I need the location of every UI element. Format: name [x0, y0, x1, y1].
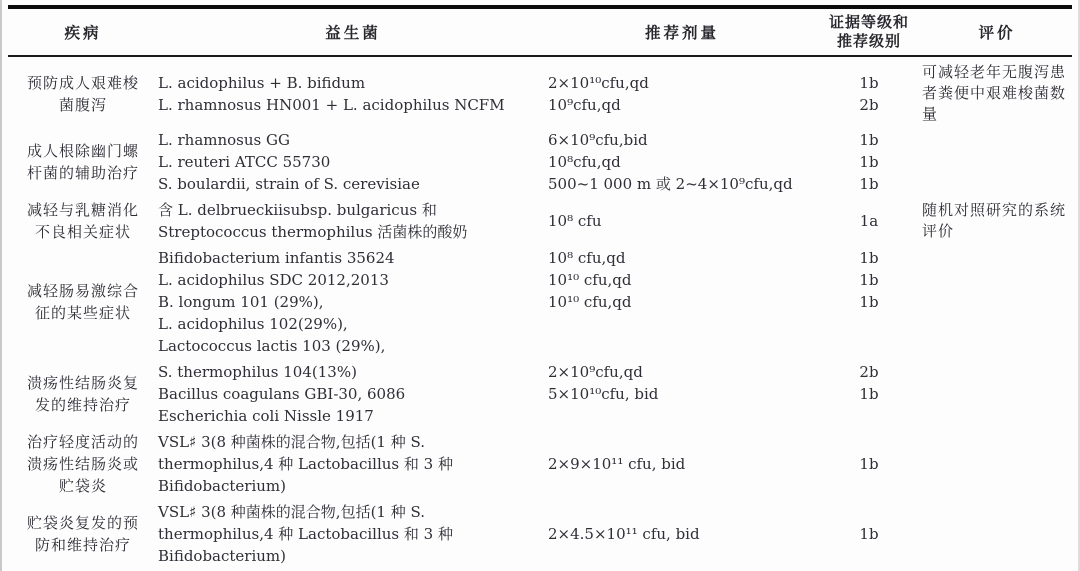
disease-group [8, 60, 1072, 127]
probiotic-cell: Bacillus coagulans GBI-30, 6086 [158, 385, 406, 403]
table-row [158, 247, 922, 269]
entries [158, 501, 922, 567]
table-row [158, 94, 922, 116]
entries [158, 247, 922, 357]
entries [158, 72, 922, 116]
disease-cell: 贮袋炎复发的预防和维持治疗 [26, 514, 139, 554]
dose-cell: 10⁸cfu,qd [548, 153, 621, 171]
scan-edge-left [0, 0, 2, 571]
table-row [158, 72, 922, 94]
evidence-cell: 1b [859, 131, 879, 149]
dose-cell: 2×10¹⁰cfu,qd [548, 73, 649, 92]
dose-cell: 10⁸ cfu [548, 212, 602, 230]
dose-cell: 500~1 000 m 或 2~4×10⁹cfu,qd [548, 175, 793, 193]
evidence-cell: 1b [859, 293, 879, 311]
probiotic-cell: L. acidophilus + B. bifidum [158, 73, 366, 92]
probiotic-cell: L. acidophilus SDC 2012,2013 [158, 271, 389, 289]
evidence-cell: 1b [859, 271, 879, 289]
probiotic-cell: Escherichia coli Nissle 1917 [158, 407, 374, 425]
evidence-cell: 1b [859, 385, 879, 403]
disease-cell: 成人根除幽门螺杆菌的辅助治疗 [26, 142, 139, 182]
probiotic-cell: VSL♯ 3(8 种菌株的混合物,包括(1 种 S. thermophilus,4 种 Lactobacillus 和 3 种 Bifidobacterium) [158, 433, 453, 495]
table-row [158, 501, 922, 567]
entries [158, 199, 922, 243]
table-body [8, 57, 1072, 571]
probiotic-cell: Lactococcus lactis 103 (29%), [158, 337, 386, 355]
table-row [158, 361, 922, 383]
probiotic-cell: S. thermophilus 104(13%) [158, 363, 357, 381]
table-row [158, 335, 922, 357]
evidence-cell: 1b [859, 153, 879, 171]
table-header-row [8, 9, 1072, 57]
probiotic-cell: Bifidobacterium infantis 35624 [158, 249, 395, 267]
disease-cell: 预防成人艰难梭菌腹泻 [26, 73, 139, 114]
probiotic-cell: L. reuteri ATCC 55730 [158, 153, 331, 171]
dose-cell: 2×9×10¹¹ cfu, bid [548, 455, 686, 473]
entries [158, 361, 922, 427]
disease-cell: 溃疡性结肠炎复发的维持治疗 [26, 374, 139, 414]
col-header-evidence-line1: 证据等级和 [828, 13, 909, 31]
disease-group [8, 245, 1072, 359]
col-header-probiotic: 益生菌 [325, 23, 381, 42]
table-row [158, 199, 922, 243]
evidence-cell: 1b [859, 525, 879, 543]
probiotic-cell: L. rhamnosus HN001 + L. acidophilus NCFM [158, 95, 505, 114]
col-header-disease: 疾病 [64, 23, 102, 42]
disease-group [8, 127, 1072, 197]
disease-cell: 减轻肠易激综合征的某些症状 [26, 282, 139, 322]
col-header-evidence [816, 13, 922, 51]
evidence-cell: 1b [859, 249, 879, 267]
evaluation-cell: 随机对照研究的系统评价 [922, 201, 1067, 240]
table-row [158, 269, 922, 291]
probiotic-cell: L. acidophilus 102(29%), [158, 315, 348, 333]
entries [158, 129, 922, 195]
disease-group [8, 499, 1072, 569]
table-row [158, 291, 922, 313]
table-row [158, 383, 922, 405]
probiotic-cell: 含 L. delbrueckiisubsp. bulgaricus 和 Streptococcus thermophilus 活菌株的酸奶 [158, 201, 468, 241]
disease-cell: 治疗轻度活动的溃疡性结肠炎或贮袋炎 [26, 433, 139, 495]
table-row [158, 313, 922, 335]
col-header-evaluation: 评价 [978, 23, 1016, 42]
dose-cell: 10¹⁰ cfu,qd [548, 293, 632, 311]
table-row [158, 431, 922, 497]
evidence-cell: 2b [859, 363, 879, 381]
dose-cell: 5×10¹⁰cfu, bid [548, 385, 659, 403]
probiotics-recommendation-table [8, 5, 1072, 571]
evidence-cell: 1b [859, 175, 879, 193]
dose-cell: 10¹⁰ cfu,qd [548, 271, 632, 289]
dose-cell: 2×4.5×10¹¹ cfu, bid [548, 525, 700, 543]
evidence-cell: 2b [859, 95, 879, 114]
disease-group [8, 429, 1072, 499]
entries [158, 431, 922, 497]
dose-cell: 10⁸ cfu,qd [548, 249, 626, 267]
table-row [158, 405, 922, 427]
col-header-evidence-line2: 推荐级别 [836, 32, 901, 50]
evidence-cell: 1b [859, 455, 879, 473]
probiotic-cell: VSL♯ 3(8 种菌株的混合物,包括(1 种 S. thermophilus,4 种 Lactobacillus 和 3 种 Bifidobacterium) [158, 503, 453, 565]
dose-cell: 2×10⁹cfu,qd [548, 363, 643, 381]
table-row [158, 151, 922, 173]
col-header-dose: 推荐剂量 [644, 23, 719, 42]
probiotic-cell: L. rhamnosus GG [158, 131, 290, 149]
dose-cell: 10⁹cfu,qd [548, 95, 621, 114]
evidence-cell: 1b [859, 73, 879, 92]
dose-cell: 6×10⁹cfu,bid [548, 131, 648, 149]
disease-group [8, 359, 1072, 429]
probiotic-cell: B. longum 101 (29%), [158, 293, 324, 311]
disease-group [8, 197, 1072, 245]
disease-cell: 减轻与乳糖消化不良相关症状 [26, 201, 139, 241]
evaluation-cell: 可减轻老年无腹泻患者粪便中艰难梭菌数量 [922, 63, 1067, 123]
evidence-cell: 1a [859, 212, 879, 230]
table-row [158, 173, 922, 195]
table-row [158, 129, 922, 151]
probiotic-cell: S. boulardii, strain of S. cerevisiae [158, 175, 420, 193]
